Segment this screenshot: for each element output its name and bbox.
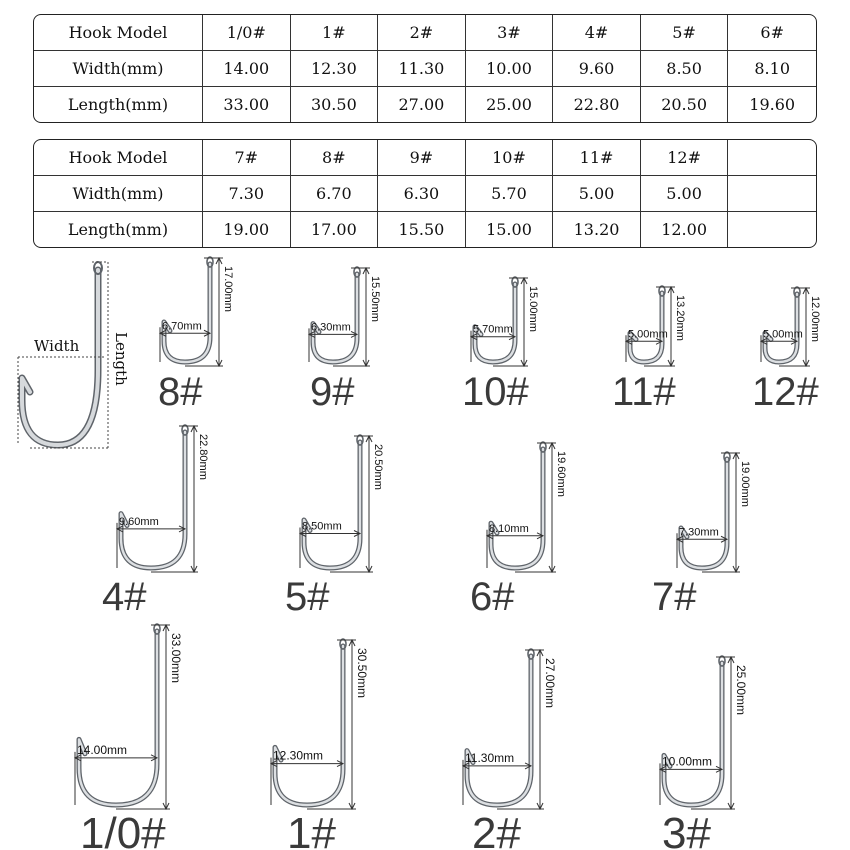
hook-icon xyxy=(491,449,543,568)
width-label: 6.70mm xyxy=(162,320,202,333)
hook-highlight-icon xyxy=(79,631,157,805)
hook-5 xyxy=(285,435,384,619)
hook-model-label: 3# xyxy=(662,809,711,850)
hook-model-label: 12# xyxy=(752,370,819,414)
model-cell: 9# xyxy=(378,140,466,176)
hook-highlight-icon xyxy=(313,274,357,362)
width-cell: 6.70 xyxy=(291,176,379,212)
row-header: Length(mm) xyxy=(34,87,203,122)
width-cell: 5.70 xyxy=(466,176,554,212)
width-cell: 14.00 xyxy=(203,51,291,87)
length-label: 13.20mm xyxy=(674,295,686,341)
length-label: 22.80mm xyxy=(197,434,209,480)
model-cell: 4# xyxy=(553,15,641,51)
row-header: Width(mm) xyxy=(34,176,203,212)
width-cell: 11.30 xyxy=(378,51,466,87)
length-cell: 13.20 xyxy=(553,212,641,247)
hook-3 xyxy=(660,656,748,850)
hook-10 xyxy=(75,624,183,850)
length-cell: 15.00 xyxy=(466,212,554,247)
length-label: 30.50mm xyxy=(355,648,369,699)
width-cell: 8.50 xyxy=(641,51,729,87)
hook-icon xyxy=(164,264,210,362)
hook-icon xyxy=(304,442,360,568)
width-label: 10.00mm xyxy=(662,754,713,769)
hook-highlight-icon xyxy=(304,442,360,568)
width-cell: 5.00 xyxy=(553,176,641,212)
hook-8 xyxy=(158,257,234,414)
hook-icon xyxy=(467,656,531,805)
hook-highlight-icon xyxy=(681,459,727,568)
hook-11 xyxy=(612,286,686,414)
model-cell: 2# xyxy=(378,15,466,51)
length-cell: 20.50 xyxy=(641,87,729,122)
hook-model-label: 6# xyxy=(470,575,515,619)
width-label: 7.30mm xyxy=(679,526,719,539)
width-cell: 6.30 xyxy=(378,176,466,212)
hook-10 xyxy=(462,277,539,414)
legend-length-label: Length xyxy=(112,332,130,386)
length-cell: 17.00 xyxy=(291,212,379,247)
width-label: 5.00mm xyxy=(763,328,803,341)
length-cell: 33.00 xyxy=(203,87,291,122)
length-label: 19.00mm xyxy=(739,461,751,507)
length-label: 20.50mm xyxy=(372,444,384,490)
hook-icon xyxy=(313,274,357,362)
row-header: Hook Model xyxy=(34,15,203,51)
length-label: 25.00mm xyxy=(734,665,748,716)
length-label: 17.00mm xyxy=(222,266,234,312)
width-label: 6.30mm xyxy=(311,321,351,334)
width-label: 5.00mm xyxy=(628,328,668,341)
length-label: 15.50mm xyxy=(369,276,381,322)
hooks-group xyxy=(75,257,821,850)
model-cell: 5# xyxy=(641,15,729,51)
row-header: Length(mm) xyxy=(34,212,203,247)
length-label: 15.00mm xyxy=(527,286,539,332)
width-cell: 7.30 xyxy=(203,176,291,212)
hook-highlight-icon xyxy=(491,449,543,568)
length-cell: 25.00 xyxy=(466,87,554,122)
length-cell: 22.80 xyxy=(553,87,641,122)
width-label: 5.70mm xyxy=(473,323,513,336)
hook-7 xyxy=(652,452,751,619)
hook-model-label: 5# xyxy=(285,575,330,619)
model-cell: 1# xyxy=(291,15,379,51)
hook-model-label: 2# xyxy=(472,809,521,850)
hook-model-label: 8# xyxy=(158,370,203,414)
width-cell: 12.30 xyxy=(291,51,379,87)
length-label: 33.00mm xyxy=(169,633,183,684)
hook-highlight-icon xyxy=(467,656,531,805)
hook-model-label: 1# xyxy=(287,809,336,850)
hook-model-label: 9# xyxy=(310,370,355,414)
length-cell: 30.50 xyxy=(291,87,379,122)
length-label: 27.00mm xyxy=(543,658,557,709)
hook-model-label: 4# xyxy=(102,575,147,619)
length-cell: 27.00 xyxy=(378,87,466,122)
hook-9 xyxy=(309,267,381,414)
length-label: 19.60mm xyxy=(555,451,567,497)
legend-width-label: Width xyxy=(34,337,80,355)
hook-4 xyxy=(102,425,209,619)
hook-icon xyxy=(275,646,343,805)
model-cell: 1/0# xyxy=(203,15,291,51)
model-cell: 6# xyxy=(728,15,816,51)
hook-icon xyxy=(79,631,157,805)
length-cell: 15.50 xyxy=(378,212,466,247)
hook-model-label: 1/0# xyxy=(80,809,166,850)
row-header: Hook Model xyxy=(34,140,203,176)
row-header: Width(mm) xyxy=(34,51,203,87)
hook-1 xyxy=(271,639,369,850)
hook-2 xyxy=(463,649,557,850)
width-cell: 10.00 xyxy=(466,51,554,87)
hook-highlight-icon xyxy=(164,264,210,362)
hook-highlight-icon xyxy=(275,646,343,805)
length-cell: 12.00 xyxy=(641,212,729,247)
hook-model-label: 11# xyxy=(612,370,676,414)
model-cell: 11# xyxy=(553,140,641,176)
model-cell: 12# xyxy=(641,140,729,176)
hook-model-label: 7# xyxy=(652,575,697,619)
width-label: 11.30mm xyxy=(465,750,515,765)
model-cell: 8# xyxy=(291,140,379,176)
hook-12 xyxy=(752,287,821,414)
model-cell: 10# xyxy=(466,140,554,176)
length-label: 12.00mm xyxy=(809,296,821,342)
hook-icon xyxy=(664,663,722,805)
width-label: 12.30mm xyxy=(273,748,324,763)
length-cell: 19.00 xyxy=(203,212,291,247)
width-label: 9.60mm xyxy=(119,515,159,528)
hook-highlight-icon xyxy=(664,663,722,805)
hook-model-label: 10# xyxy=(462,370,529,414)
length-cell: 19.60 xyxy=(749,95,796,114)
width-label: 14.00mm xyxy=(77,742,128,757)
width-cell: 5.00 xyxy=(641,176,729,212)
legend-diagram xyxy=(18,262,130,448)
width-cell: 9.60 xyxy=(553,51,641,87)
width-label: 8.50mm xyxy=(302,520,342,533)
hook-icon xyxy=(681,459,727,568)
hook-6 xyxy=(470,442,567,619)
width-cell: 8.10 xyxy=(728,51,816,87)
model-cell: 7# xyxy=(203,140,291,176)
hook-highlight-icon xyxy=(121,432,185,568)
model-cell: 3# xyxy=(466,15,554,51)
width-label: 8.10mm xyxy=(489,522,529,535)
hook-icon xyxy=(121,432,185,568)
